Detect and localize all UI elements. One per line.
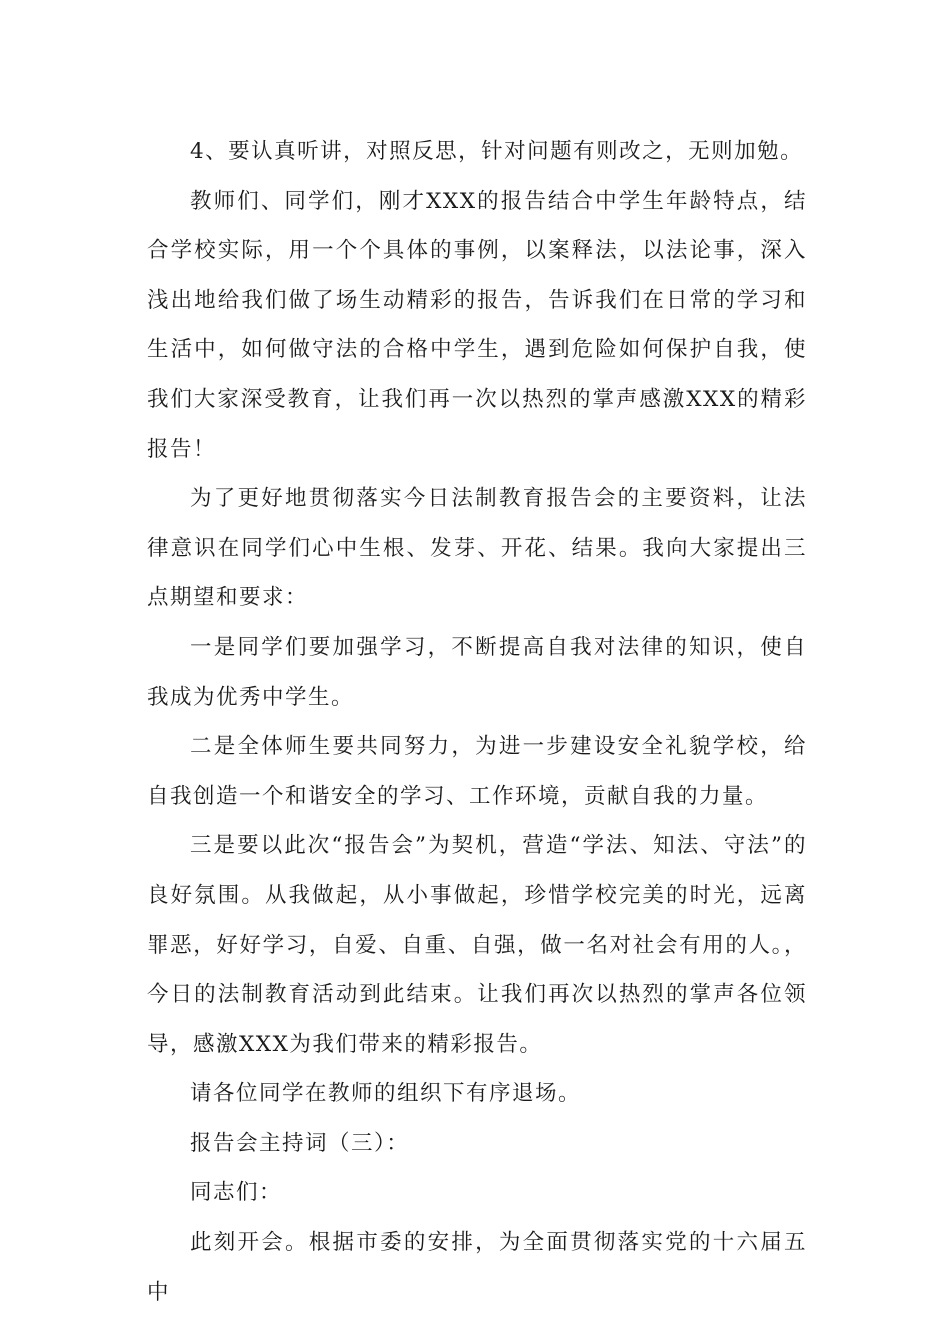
paragraph-expectation-two: 二是全体师生要共同努力，为进一步建设安全礼貌学校，给自我创造一个和谐安全的学习、工作环境，贡献自我的力量。	[147, 734, 807, 809]
paragraph-expectation-one: 一是同学们要加强学习，不断提高自我对法律的知识，使自我成为优秀中学生。	[147, 634, 807, 710]
paragraph-opening: 此刻开会。根据市委的安排，为全面贯彻落实党的十六届五中	[147, 1230, 807, 1305]
salutation: 同志们：	[190, 1180, 283, 1206]
paragraph-expectation-three: 三是要以此次“报告会”为契机，营造“学法、知法、守法”的良好氛围。从我做起，从小事做起，珍惜学校完美的时光，远离罪恶，好好学习，自爱、自重、自强，做一名对社会有用的人。，今日的法制教育活动到此结束。让我们再次以热烈的掌声各位领导，感激XXX为我们带来的精彩报告。	[147, 833, 807, 1057]
paragraph-thanks-report: 教师们、同学们，刚才XXX的报告结合中学生年龄特点，结合学校实际，用一个个具体的事例，以案释法，以法论事，深入浅出地给我们做了场生动精彩的报告，告诉我们在日常的学习和生活中，如何做守法的合格中学生，遇到危险如何保护自我，使我们大家深受教育，让我们再一次以热烈的掌声感激XXX的精彩报告！	[147, 188, 807, 462]
document-body	[147, 127, 807, 1317]
paragraph-dismissal: 请各位同学在教师的组织下有序退场。	[190, 1081, 582, 1107]
section-heading: 报告会主持词（三）：	[190, 1130, 410, 1156]
paragraph-item-4: 4、要认真听讲，对照反思，针对问题有则改之，无则加勉。	[190, 139, 804, 164]
paragraph-expectations-intro: 为了更好地贯彻落实今日法制教育报告会的主要资料，让法律意识在同学们心中生根、发芽、开花、结果。我向大家提出三点期望和要求：	[147, 486, 807, 611]
